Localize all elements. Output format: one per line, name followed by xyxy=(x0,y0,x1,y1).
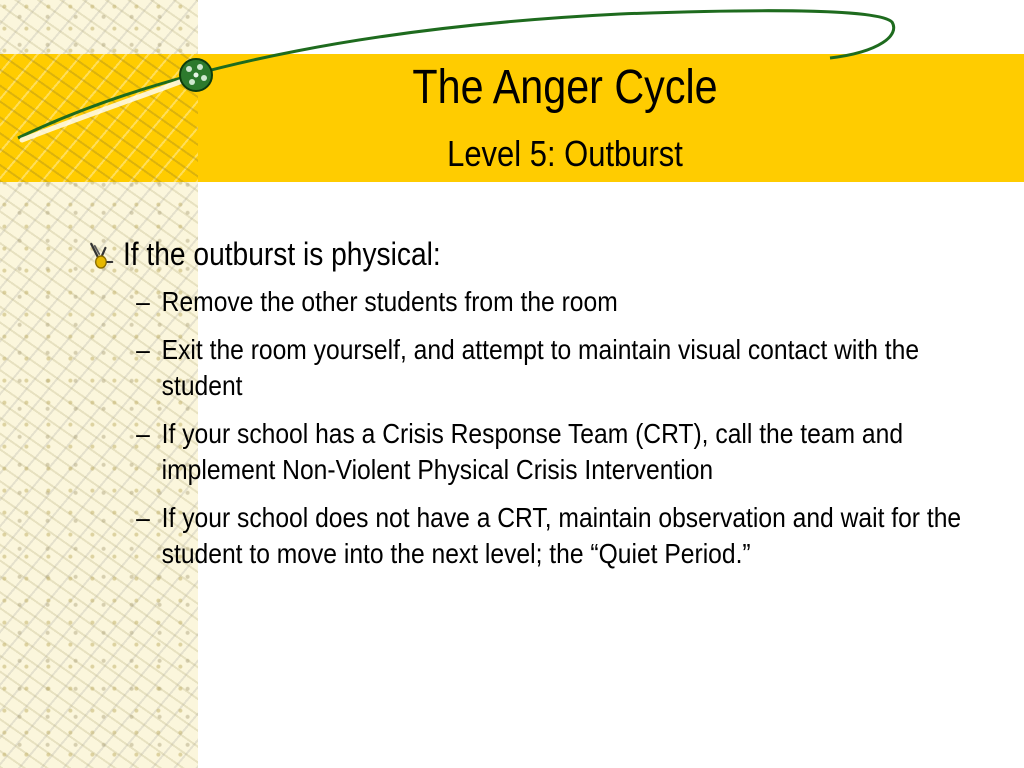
plant-bullet-icon xyxy=(86,240,114,272)
bullet-item xyxy=(86,232,878,276)
slide-content xyxy=(86,232,986,584)
sub-bullet-text: If your school does not have a CRT, maintain observation and wait for the student to move into the next level; the “Quiet Period.” xyxy=(161,502,962,569)
sub-bullet-text: If your school has a Crisis Response Team (CRT), call the team and implement Non-Violent Physical Crisis Intervention xyxy=(161,418,904,485)
sub-bullet-text: Remove the other students from the room xyxy=(161,286,618,317)
slide-subtitle: Level 5: Outburst xyxy=(447,133,683,174)
green-orb-icon xyxy=(180,59,212,91)
dash-marker: – xyxy=(136,502,150,533)
dash-marker: – xyxy=(136,286,150,317)
dash-marker: – xyxy=(136,334,150,365)
sub-bullet-item xyxy=(86,332,971,404)
sub-bullet-item xyxy=(86,500,971,572)
bullet-text: If the outburst is physical: xyxy=(122,236,441,272)
slide-title: The Anger Cycle xyxy=(412,61,718,114)
sub-bullet-text: Exit the room yourself, and attempt to maintain visual contact with the student xyxy=(161,334,920,401)
dash-marker: – xyxy=(136,418,150,449)
sub-bullet-item xyxy=(86,284,971,320)
sub-bullet-list xyxy=(86,284,986,572)
sub-bullet-item xyxy=(86,416,971,488)
